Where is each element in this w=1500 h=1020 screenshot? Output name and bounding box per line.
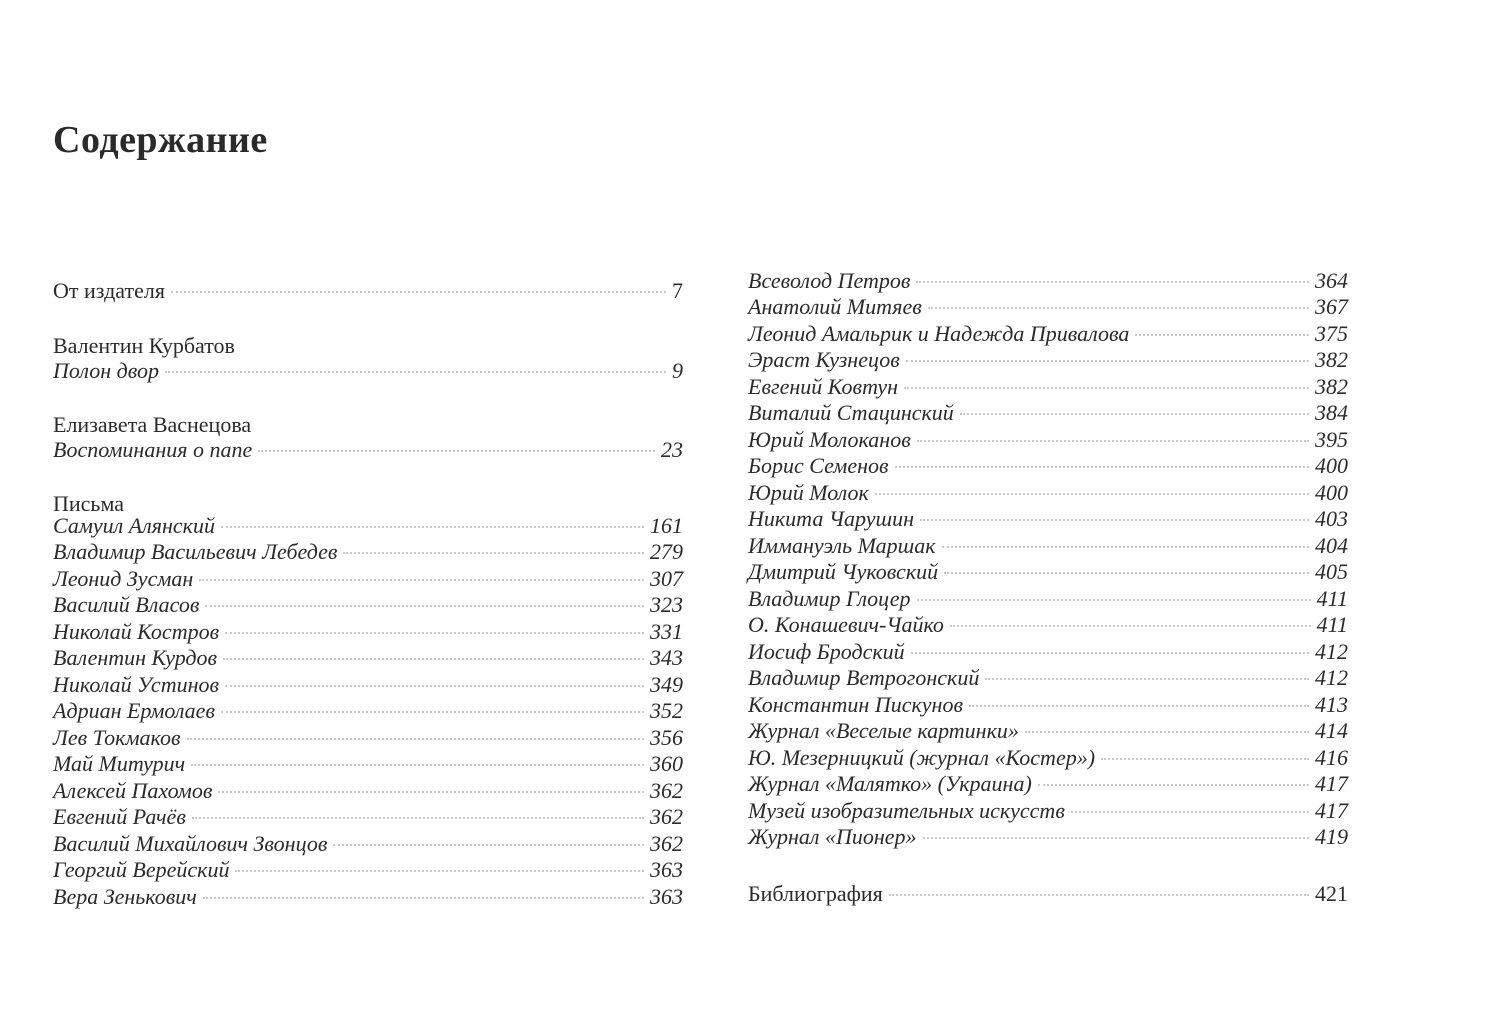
toc-entry-label: Юрий Молоканов xyxy=(748,427,911,452)
toc-entry[interactable] xyxy=(748,480,1348,506)
toc-entry-label: Журнал «Малятко» (Украина) xyxy=(748,771,1032,796)
dot-leader xyxy=(895,466,1309,468)
toc-entry-label: Леонид Зусман xyxy=(53,566,194,591)
dot-leader xyxy=(235,870,644,872)
toc-entry[interactable] xyxy=(53,645,683,671)
toc-entry-label: Анатолий Митяев xyxy=(748,294,922,319)
toc-entry-page: 363 xyxy=(650,857,683,882)
toc-entry-label: Ю. Мезерницкий (журнал «Костер») xyxy=(748,745,1096,770)
toc-entry[interactable] xyxy=(748,427,1348,453)
toc-entry-page: 417 xyxy=(1315,798,1348,823)
toc-entry-label: Иммануэль Маршак xyxy=(748,533,936,558)
toc-entry-label: Журнал «Веселые картинки» xyxy=(748,718,1019,743)
toc-entry-label: Библиография xyxy=(748,881,883,906)
toc-entry[interactable] xyxy=(748,824,1348,850)
dot-leader xyxy=(906,360,1309,362)
toc-entry[interactable] xyxy=(748,612,1348,638)
dot-leader xyxy=(985,678,1309,680)
dot-leader xyxy=(1135,334,1309,336)
toc-entry[interactable] xyxy=(748,692,1348,718)
toc-entry-page: 403 xyxy=(1315,506,1348,531)
dot-leader xyxy=(218,791,644,793)
toc-entry-publisher[interactable] xyxy=(53,278,683,304)
dot-leader xyxy=(333,844,644,846)
toc-entry-label: Эраст Кузнецов xyxy=(748,347,900,372)
toc-entry-label: Виталий Стацинский xyxy=(748,400,954,425)
toc-entry-page: 400 xyxy=(1315,480,1348,505)
toc-entry-page: 161 xyxy=(650,513,683,538)
dot-leader xyxy=(928,307,1309,309)
toc-entry-label: Борис Семенов xyxy=(748,453,889,478)
toc-entry-label: Владимир Васильевич Лебедев xyxy=(53,539,338,564)
dot-leader xyxy=(165,371,666,373)
toc-entry-page: 384 xyxy=(1315,400,1348,425)
toc-entry-label: Иосиф Бродский xyxy=(748,639,905,664)
toc-entry-page: 400 xyxy=(1315,453,1348,478)
toc-entry[interactable] xyxy=(53,592,683,618)
section-author: Елизавета Васнецова xyxy=(53,412,252,437)
toc-entry-label: Вера Зенькович xyxy=(53,884,197,909)
toc-entry-page: 356 xyxy=(650,725,683,750)
toc-entry-label: Николай Костров xyxy=(53,619,220,644)
dot-leader xyxy=(960,413,1309,415)
dot-leader xyxy=(923,837,1309,839)
toc-entry-page: 362 xyxy=(650,804,683,829)
toc-entry-label: Адриан Ермолаев xyxy=(53,698,215,723)
dot-leader xyxy=(920,519,1309,521)
toc-entry-label: Евгений Рачёв xyxy=(53,804,186,829)
dot-leader xyxy=(1025,731,1309,733)
toc-entry-page: 419 xyxy=(1315,824,1348,849)
toc-entry-label: Полон двор xyxy=(53,358,160,383)
dot-leader xyxy=(187,738,645,740)
toc-entry-page: 367 xyxy=(1315,294,1348,319)
toc-entry[interactable] xyxy=(748,294,1348,320)
toc-entry-page: 413 xyxy=(1315,692,1348,717)
toc-entry[interactable] xyxy=(53,539,683,565)
toc-entry-label: Леонид Амальрик и Надежда Привалова xyxy=(748,321,1130,346)
toc-entry[interactable] xyxy=(53,619,683,645)
dot-leader xyxy=(223,658,644,660)
page-title: Содержание xyxy=(53,119,268,161)
dot-leader xyxy=(203,897,644,899)
dot-leader xyxy=(1038,784,1309,786)
toc-entry-page: 411 xyxy=(1316,612,1348,637)
toc-entry-page: 416 xyxy=(1315,745,1348,770)
toc-entry-label: Самуил Алянский xyxy=(53,513,215,538)
toc-entry-label: Дмитрий Чуковский xyxy=(748,559,939,584)
section-author: Валентин Курбатов xyxy=(53,333,235,358)
toc-entry-label: Георгий Верейский xyxy=(53,857,230,882)
dot-leader xyxy=(221,711,644,713)
toc-entry[interactable] xyxy=(748,559,1348,585)
dot-leader xyxy=(221,526,644,528)
dot-leader xyxy=(917,599,1311,601)
toc-entry[interactable] xyxy=(53,513,683,539)
toc-entry[interactable] xyxy=(53,884,683,910)
toc-entry-page: 411 xyxy=(1316,586,1348,611)
toc-entry[interactable] xyxy=(748,745,1348,771)
toc-entry-label: Музей изобразительных искусств xyxy=(748,798,1065,823)
toc-entry[interactable] xyxy=(748,798,1348,824)
section-heading-letters: Письма xyxy=(53,491,124,516)
toc-entry-page: 279 xyxy=(650,539,683,564)
toc-entry[interactable] xyxy=(53,857,683,883)
toc-entry-page: 331 xyxy=(650,619,683,644)
dot-leader xyxy=(205,605,644,607)
toc-entry[interactable] xyxy=(748,400,1348,426)
toc-entry[interactable] xyxy=(748,321,1348,347)
dot-leader xyxy=(875,493,1309,495)
toc-entry[interactable] xyxy=(53,566,683,592)
toc-entry-page: 417 xyxy=(1315,771,1348,796)
toc-entry-page: 412 xyxy=(1315,665,1348,690)
toc-entry[interactable] xyxy=(748,771,1348,797)
toc-entry[interactable] xyxy=(53,698,683,724)
toc-entry-label: Май Митурич xyxy=(53,751,186,776)
toc-entry-bibliography[interactable] xyxy=(748,881,1348,907)
dot-leader xyxy=(942,546,1309,548)
toc-entry-page: 382 xyxy=(1315,374,1348,399)
dot-leader xyxy=(192,817,644,819)
toc-entry-page: 307 xyxy=(650,566,683,591)
dot-leader xyxy=(1101,758,1309,760)
toc-entry-page: 421 xyxy=(1315,881,1348,906)
toc-entry-page: 23 xyxy=(661,437,683,462)
toc-entry-label: Журнал «Пионер» xyxy=(748,824,917,849)
toc-entry-page: 352 xyxy=(650,698,683,723)
toc-entry-page: 382 xyxy=(1315,347,1348,372)
toc-entry[interactable] xyxy=(748,506,1348,532)
toc-entry[interactable] xyxy=(748,665,1348,691)
toc-entry-page: 362 xyxy=(650,831,683,856)
dot-leader xyxy=(969,705,1309,707)
dot-leader xyxy=(199,579,644,581)
toc-entry[interactable] xyxy=(748,347,1348,373)
toc-entry-label: Василий Власов xyxy=(53,592,200,617)
toc-entry[interactable] xyxy=(53,804,683,830)
toc-entry-label: Алексей Пахомов xyxy=(53,778,213,803)
toc-entry-page: 343 xyxy=(650,645,683,670)
toc-entry-label: О. Конашевич-Чайко xyxy=(748,612,944,637)
toc-entry-label: Евгений Ковтун xyxy=(748,374,899,399)
toc-entry[interactable] xyxy=(748,718,1348,744)
toc-entry-label: Всеволод Петров xyxy=(748,268,911,293)
toc-entry-page: 412 xyxy=(1315,639,1348,664)
toc-entry-label: Константин Пискунов xyxy=(748,692,963,717)
toc-entry-page: 349 xyxy=(650,672,683,697)
toc-entry-page: 404 xyxy=(1315,533,1348,558)
toc-entry-label: Валентин Курдов xyxy=(53,645,218,670)
dot-leader xyxy=(191,764,644,766)
dot-leader xyxy=(904,387,1309,389)
dot-leader xyxy=(343,552,644,554)
toc-entry-page: 323 xyxy=(650,592,683,617)
toc-entry-label: Никита Чарушин xyxy=(748,506,914,531)
dot-leader xyxy=(950,625,1311,627)
toc-entry-page: 363 xyxy=(650,884,683,909)
toc-entry-label: Воспоминания о папе xyxy=(53,437,253,462)
toc-entry-label: Лев Токмаков xyxy=(53,725,181,750)
toc-entry-kurbatov[interactable] xyxy=(53,358,683,384)
toc-entry[interactable] xyxy=(53,751,683,777)
toc-entry[interactable] xyxy=(53,831,683,857)
toc-entry-page: 9 xyxy=(672,358,683,383)
toc-entry-page: 405 xyxy=(1315,559,1348,584)
toc-entry[interactable] xyxy=(748,374,1348,400)
toc-entry-page: 7 xyxy=(672,278,683,303)
dot-leader xyxy=(944,572,1309,574)
dot-leader xyxy=(258,450,655,452)
toc-entry-vasnetsova[interactable] xyxy=(53,437,683,463)
toc-entry-page: 375 xyxy=(1315,321,1348,346)
toc-entry[interactable] xyxy=(53,778,683,804)
dot-leader xyxy=(171,291,666,293)
toc-entry-page: 362 xyxy=(650,778,683,803)
toc-entry-label: Владимир Глоцер xyxy=(748,586,911,611)
toc-entry[interactable] xyxy=(53,672,683,698)
toc-entry-page: 414 xyxy=(1315,718,1348,743)
toc-entry-label: От издателя xyxy=(53,278,165,303)
toc-entry-label: Василий Михайлович Звонцов xyxy=(53,831,328,856)
toc-entry-label: Николай Устинов xyxy=(53,672,220,697)
dot-leader xyxy=(1071,811,1309,813)
toc-entry[interactable] xyxy=(748,586,1348,612)
toc-entry[interactable] xyxy=(748,533,1348,559)
toc-entry[interactable] xyxy=(748,639,1348,665)
dot-leader xyxy=(225,632,644,634)
toc-entry-page: 395 xyxy=(1315,427,1348,452)
toc-entry-label: Владимир Ветрогонский xyxy=(748,665,980,690)
dot-leader xyxy=(916,281,1309,283)
toc-entry-label: Юрий Молок xyxy=(748,480,869,505)
toc-entry[interactable] xyxy=(53,725,683,751)
toc-entry-page: 364 xyxy=(1315,268,1348,293)
dot-leader xyxy=(917,440,1309,442)
toc-entry[interactable] xyxy=(748,268,1348,294)
dot-leader xyxy=(225,685,644,687)
dot-leader xyxy=(911,652,1309,654)
toc-entry[interactable] xyxy=(748,453,1348,479)
dot-leader xyxy=(889,894,1309,896)
toc-entry-page: 360 xyxy=(650,751,683,776)
